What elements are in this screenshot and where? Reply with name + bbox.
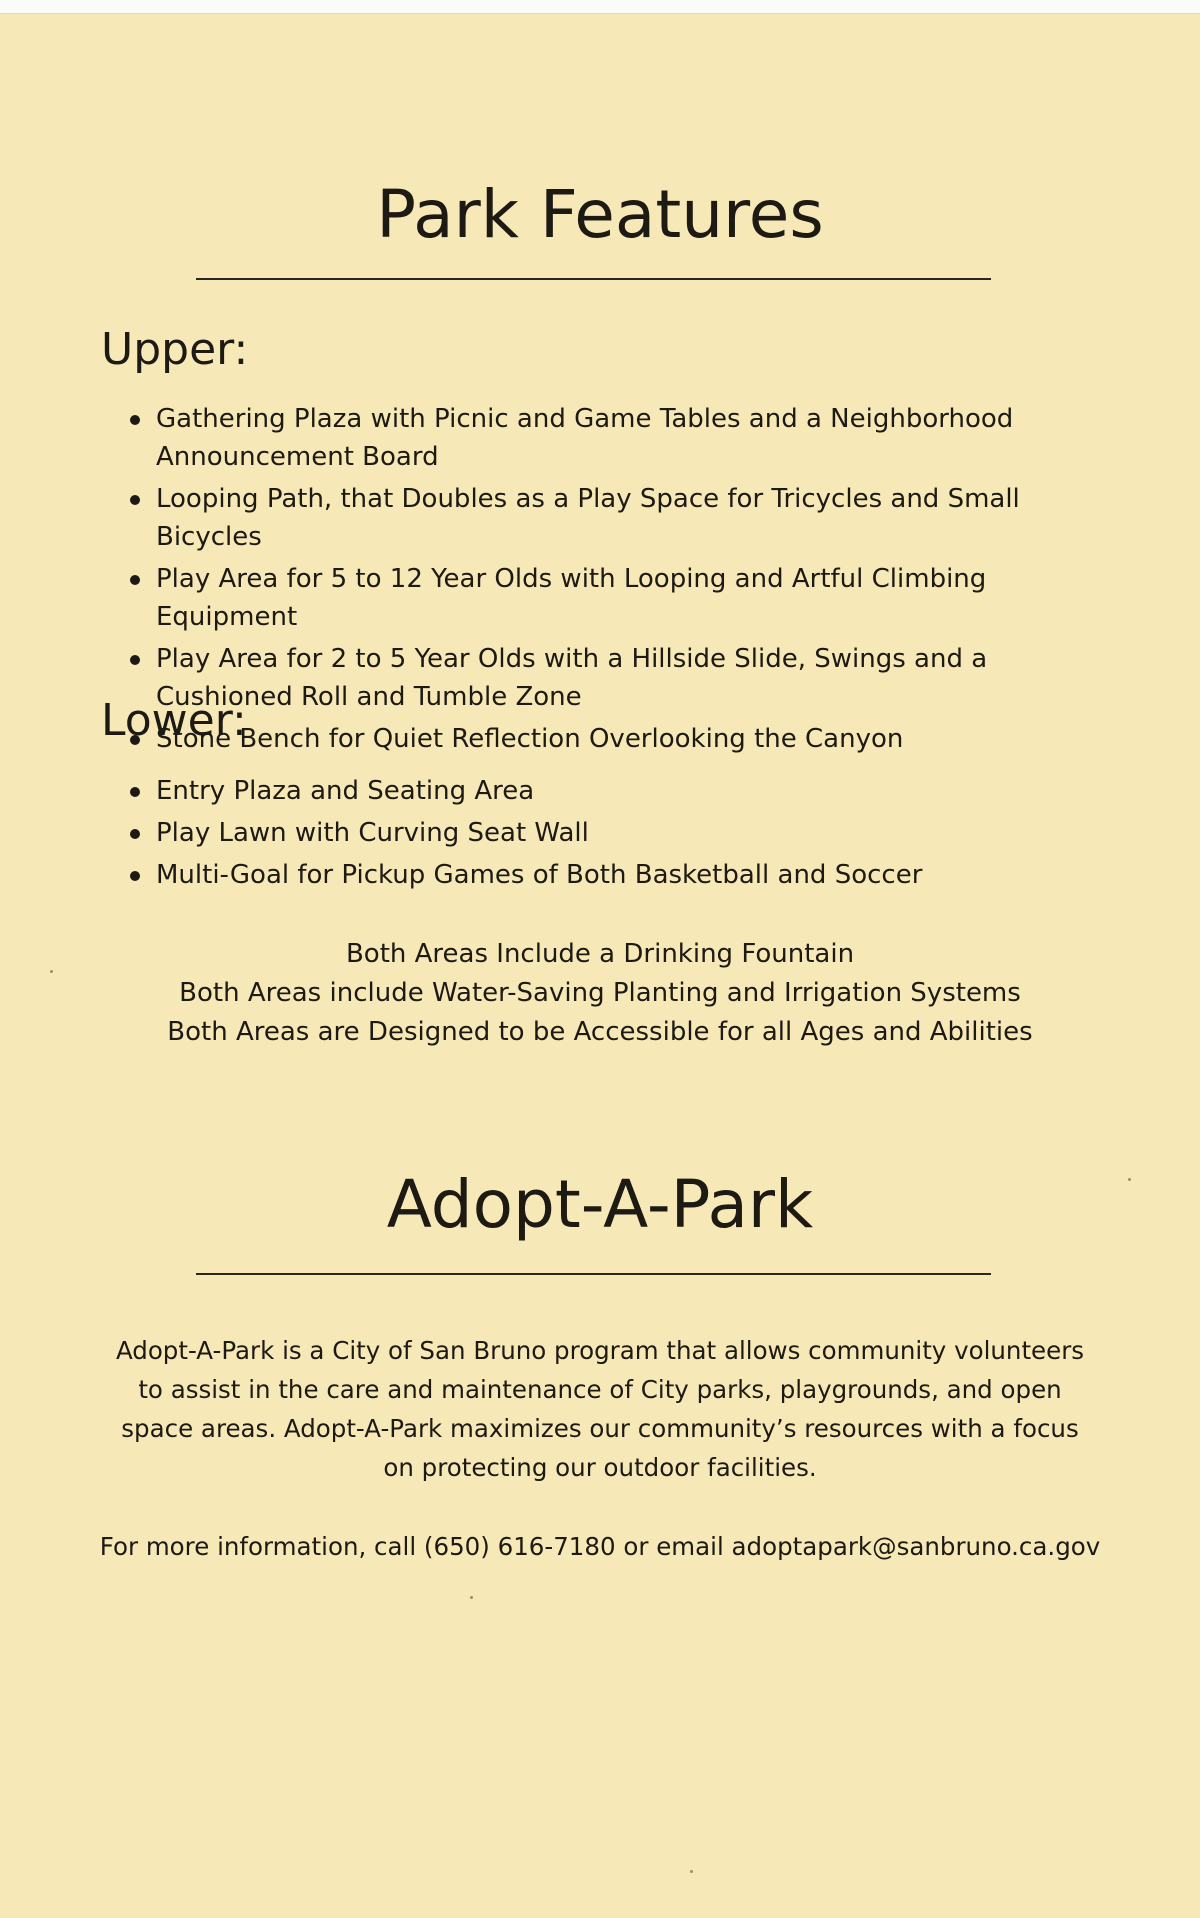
bullet-icon bbox=[130, 415, 140, 425]
both-areas-notes bbox=[0, 935, 1200, 1052]
list-item bbox=[130, 720, 1090, 758]
title-divider bbox=[196, 278, 991, 280]
bullet-icon bbox=[130, 871, 140, 881]
upper-heading: Upper: bbox=[101, 324, 249, 375]
adopt-a-park-title: Adopt-A-Park bbox=[386, 1166, 814, 1243]
feature-text: Play Area for 5 to 12 Year Olds with Looping and Artful Climbing Equipment bbox=[156, 564, 987, 632]
title-divider bbox=[196, 1273, 991, 1275]
list-item bbox=[130, 480, 1090, 556]
contact-info: For more information, call (650) 616-7180 or email adoptapark@sanbruno.ca.gov bbox=[99, 1531, 1101, 1561]
adopt-a-park-description: Adopt-A-Park is a City of San Bruno program that allows community volunteers to assist in the care and maintenance of City parks, playgrounds, and open space areas. Adopt-A-Park maximizes our community’s resources with a focus on protecting our outdoor facilities. bbox=[115, 1335, 1085, 1482]
park-features-title: Park Features bbox=[376, 176, 824, 253]
feature-text: Play Lawn with Curving Seat Wall bbox=[156, 818, 589, 848]
feature-text: Entry Plaza and Seating Area bbox=[156, 776, 535, 806]
bullet-icon bbox=[130, 575, 140, 585]
bullet-icon bbox=[130, 655, 140, 665]
list-item bbox=[130, 772, 1090, 810]
both-areas-line: Both Areas Include a Drinking Fountain bbox=[345, 939, 855, 969]
feature-text: Multi-Goal for Pickup Games of Both Basketball and Soccer bbox=[156, 860, 923, 890]
list-item bbox=[130, 814, 1090, 852]
feature-text: Play Area for 2 to 5 Year Olds with a Hillside Slide, Swings and a Cushioned Roll and Tumble Zone bbox=[156, 644, 988, 712]
bullet-icon bbox=[130, 829, 140, 839]
both-areas-line: Both Areas are Designed to be Accessible for all Ages and Abilities bbox=[167, 1017, 1033, 1047]
lower-features-list bbox=[130, 772, 1090, 898]
scan-speck bbox=[470, 1596, 473, 1599]
bullet-icon bbox=[130, 495, 140, 505]
both-areas-line: Both Areas include Water-Saving Planting and Irrigation Systems bbox=[179, 978, 1021, 1008]
upper-features-list bbox=[130, 400, 1090, 762]
feature-text: Gathering Plaza with Picnic and Game Tables and a Neighborhood Announcement Board bbox=[156, 404, 1014, 472]
lower-heading: Lower: bbox=[101, 695, 247, 746]
feature-text: Looping Path, that Doubles as a Play Space for Tricycles and Small Bicycles bbox=[156, 484, 1020, 552]
scan-speck bbox=[690, 1870, 693, 1873]
list-item bbox=[130, 400, 1090, 476]
list-item bbox=[130, 560, 1090, 636]
list-item bbox=[130, 640, 1090, 716]
bullet-icon bbox=[130, 787, 140, 797]
feature-text: Stone Bench for Quiet Reflection Overlooking the Canyon bbox=[156, 724, 904, 754]
scan-speck bbox=[50, 970, 53, 973]
list-item bbox=[130, 856, 1090, 894]
scan-speck bbox=[1128, 1178, 1131, 1181]
